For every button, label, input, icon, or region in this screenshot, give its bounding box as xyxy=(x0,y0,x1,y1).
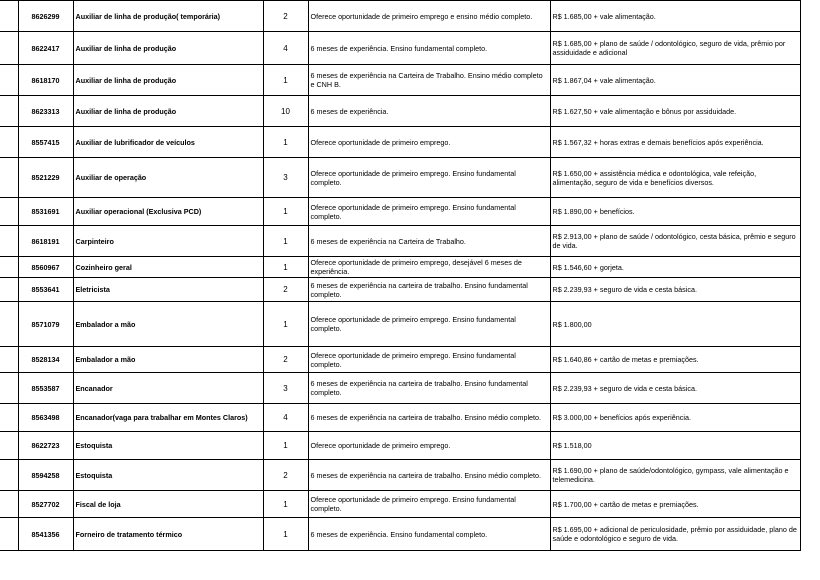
requirements: Oferece oportunidade de primeiro emprego e ensino médio completo. xyxy=(308,1,550,32)
requirements: 6 meses de experiência na carteira de trabalho. Ensino fundamental completo. xyxy=(308,373,550,404)
vacancy-count: 2 xyxy=(263,1,308,32)
vacancy-code: 8571079 xyxy=(18,302,73,347)
table-row xyxy=(0,491,800,518)
vacancy-code: 8563498 xyxy=(18,404,73,432)
row-marker-cell xyxy=(0,302,18,347)
row-marker-cell xyxy=(0,518,18,551)
job-title: Carpinteiro xyxy=(73,226,263,257)
salary-benefits: R$ 2.239,93 + seguro de vida e cesta básica. xyxy=(550,373,800,404)
row-marker-cell xyxy=(0,226,18,257)
vacancy-code: 8623313 xyxy=(18,96,73,127)
job-title: Forneiro de tratamento térmico xyxy=(73,518,263,551)
vacancy-count: 3 xyxy=(263,158,308,198)
row-marker-cell xyxy=(0,491,18,518)
requirements: Oferece oportunidade de primeiro emprego. Ensino fundamental completo. xyxy=(308,347,550,373)
requirements: 6 meses de experiência na Carteira de Trabalho. Ensino médio completo e CNH B. xyxy=(308,65,550,96)
row-marker-cell xyxy=(0,432,18,460)
table-row xyxy=(0,257,800,278)
vacancy-code: 8560967 xyxy=(18,257,73,278)
vacancy-count: 1 xyxy=(263,491,308,518)
vacancy-count: 3 xyxy=(263,373,308,404)
row-marker-cell xyxy=(0,460,18,491)
table-row xyxy=(0,347,800,373)
row-marker-cell xyxy=(0,158,18,198)
vacancy-code: 8541356 xyxy=(18,518,73,551)
row-marker-cell xyxy=(0,347,18,373)
salary-benefits: R$ 1.695,00 + adicional de periculosidade, prêmio por assiduidade, plano de saúde e odontológico e seguro de vida. xyxy=(550,518,800,551)
salary-benefits: R$ 2.239,93 + seguro de vida e cesta básica. xyxy=(550,278,800,302)
salary-benefits: R$ 1.890,00 + benefícios. xyxy=(550,198,800,226)
salary-benefits: R$ 1.685,00 + plano de saúde / odontológico, seguro de vida, prêmio por assiduidade e adicional xyxy=(550,32,800,65)
vacancy-count: 1 xyxy=(263,65,308,96)
job-title: Cozinheiro geral xyxy=(73,257,263,278)
vacancy-code: 8618191 xyxy=(18,226,73,257)
row-marker-cell xyxy=(0,1,18,32)
job-title: Auxiliar operacional (Exclusiva PCD) xyxy=(73,198,263,226)
table-row xyxy=(0,432,800,460)
vacancy-code: 8626299 xyxy=(18,1,73,32)
requirements: 6 meses de experiência na carteira de trabalho. Ensino médio completo. xyxy=(308,460,550,491)
job-title: Embalador a mão xyxy=(73,302,263,347)
vacancy-count: 2 xyxy=(263,278,308,302)
table-row xyxy=(0,127,800,158)
job-title: Estoquista xyxy=(73,432,263,460)
table-row xyxy=(0,460,800,491)
table-row xyxy=(0,226,800,257)
job-title: Auxiliar de linha de produção xyxy=(73,65,263,96)
row-marker-cell xyxy=(0,65,18,96)
table-row xyxy=(0,65,800,96)
row-marker-cell xyxy=(0,373,18,404)
vacancy-code: 8622723 xyxy=(18,432,73,460)
requirements: 6 meses de experiência. Ensino fundamental completo. xyxy=(308,518,550,551)
job-title: Estoquista xyxy=(73,460,263,491)
salary-benefits: R$ 1.700,00 + cartão de metas e premiações. xyxy=(550,491,800,518)
vacancy-code: 8527702 xyxy=(18,491,73,518)
requirements: Oferece oportunidade de primeiro emprego. Ensino fundamental completo. xyxy=(308,491,550,518)
requirements: Oferece oportunidade de primeiro emprego. Ensino fundamental completo. xyxy=(308,198,550,226)
table-row xyxy=(0,518,800,551)
salary-benefits: R$ 1.546,60 + gorjeta. xyxy=(550,257,800,278)
salary-benefits: R$ 2.913,00 + plano de saúde / odontológico, cesta básica, prêmio e seguro de vida. xyxy=(550,226,800,257)
vacancy-count: 10 xyxy=(263,96,308,127)
right-margin xyxy=(800,0,820,580)
salary-benefits: R$ 1.640,86 + cartão de metas e premiações. xyxy=(550,347,800,373)
table-row xyxy=(0,373,800,404)
vacancy-code: 8557415 xyxy=(18,127,73,158)
table-row xyxy=(0,302,800,347)
requirements: Oferece oportunidade de primeiro emprego. Ensino fundamental completo. xyxy=(308,302,550,347)
vacancy-count: 4 xyxy=(263,404,308,432)
vacancy-count: 1 xyxy=(263,226,308,257)
requirements: 6 meses de experiência. xyxy=(308,96,550,127)
row-marker-cell xyxy=(0,127,18,158)
job-title: Encanador xyxy=(73,373,263,404)
vacancy-count: 2 xyxy=(263,347,308,373)
vacancy-code: 8528134 xyxy=(18,347,73,373)
salary-benefits: R$ 1.650,00 + assistência médica e odontológica, vale refeição, alimentação, seguro de vida e benefícios diversos. xyxy=(550,158,800,198)
row-marker-cell xyxy=(0,278,18,302)
salary-benefits: R$ 3.000,00 + benefícios após experiência. xyxy=(550,404,800,432)
job-title: Eletricista xyxy=(73,278,263,302)
row-marker-cell xyxy=(0,198,18,226)
vacancy-code: 8622417 xyxy=(18,32,73,65)
vacancy-code: 8531691 xyxy=(18,198,73,226)
vacancy-count: 2 xyxy=(263,460,308,491)
row-marker-cell xyxy=(0,257,18,278)
table-row xyxy=(0,198,800,226)
job-title: Auxiliar de linha de produção xyxy=(73,32,263,65)
salary-benefits: R$ 1.690,00 + plano de saúde/odontológico, gympass, vale alimentação e telemedicina. xyxy=(550,460,800,491)
job-title: Auxiliar de linha de produção( temporária) xyxy=(73,1,263,32)
job-title: Auxiliar de linha de produção xyxy=(73,96,263,127)
vacancy-count: 1 xyxy=(263,127,308,158)
requirements: 6 meses de experiência na Carteira de Trabalho. xyxy=(308,226,550,257)
salary-benefits: R$ 1.567,32 + horas extras e demais benefícios após experiência. xyxy=(550,127,800,158)
requirements: 6 meses de experiência na carteira de trabalho. Ensino médio completo. xyxy=(308,404,550,432)
vacancy-count: 1 xyxy=(263,432,308,460)
salary-benefits: R$ 1.518,00 xyxy=(550,432,800,460)
job-title: Auxiliar de lubrificador de veículos xyxy=(73,127,263,158)
salary-benefits: R$ 1.627,50 + vale alimentação e bônus por assiduidade. xyxy=(550,96,800,127)
requirements: Oferece oportunidade de primeiro emprego, desejável 6 meses de experiência. xyxy=(308,257,550,278)
row-marker-cell xyxy=(0,404,18,432)
row-marker-cell xyxy=(0,32,18,65)
table-row xyxy=(0,1,800,32)
requirements: 6 meses de experiência. Ensino fundamental completo. xyxy=(308,32,550,65)
vacancy-count: 1 xyxy=(263,518,308,551)
table-row xyxy=(0,96,800,127)
vacancy-count: 4 xyxy=(263,32,308,65)
requirements: 6 meses de experiência na carteira de trabalho. Ensino fundamental completo. xyxy=(308,278,550,302)
vacancy-count: 1 xyxy=(263,302,308,347)
job-title: Auxiliar de operação xyxy=(73,158,263,198)
vacancy-code: 8618170 xyxy=(18,65,73,96)
salary-benefits: R$ 1.800,00 xyxy=(550,302,800,347)
vacancy-count: 1 xyxy=(263,257,308,278)
vacancy-count: 1 xyxy=(263,198,308,226)
vacancy-code: 8521229 xyxy=(18,158,73,198)
salary-benefits: R$ 1.685,00 + vale alimentação. xyxy=(550,1,800,32)
salary-benefits: R$ 1.867,04 + vale alimentação. xyxy=(550,65,800,96)
table-row xyxy=(0,278,800,302)
requirements: Oferece oportunidade de primeiro emprego. xyxy=(308,432,550,460)
job-title: Fiscal de loja xyxy=(73,491,263,518)
table-row xyxy=(0,158,800,198)
row-marker-cell xyxy=(0,96,18,127)
vacancy-code: 8553587 xyxy=(18,373,73,404)
requirements: Oferece oportunidade de primeiro emprego. xyxy=(308,127,550,158)
table-row xyxy=(0,404,800,432)
table-row xyxy=(0,32,800,65)
vacancy-code: 8594258 xyxy=(18,460,73,491)
job-title: Embalador a mão xyxy=(73,347,263,373)
requirements: Oferece oportunidade de primeiro emprego. Ensino fundamental completo. xyxy=(308,158,550,198)
vacancy-code: 8553641 xyxy=(18,278,73,302)
job-title: Encanador(vaga para trabalhar em Montes Claros) xyxy=(73,404,263,432)
